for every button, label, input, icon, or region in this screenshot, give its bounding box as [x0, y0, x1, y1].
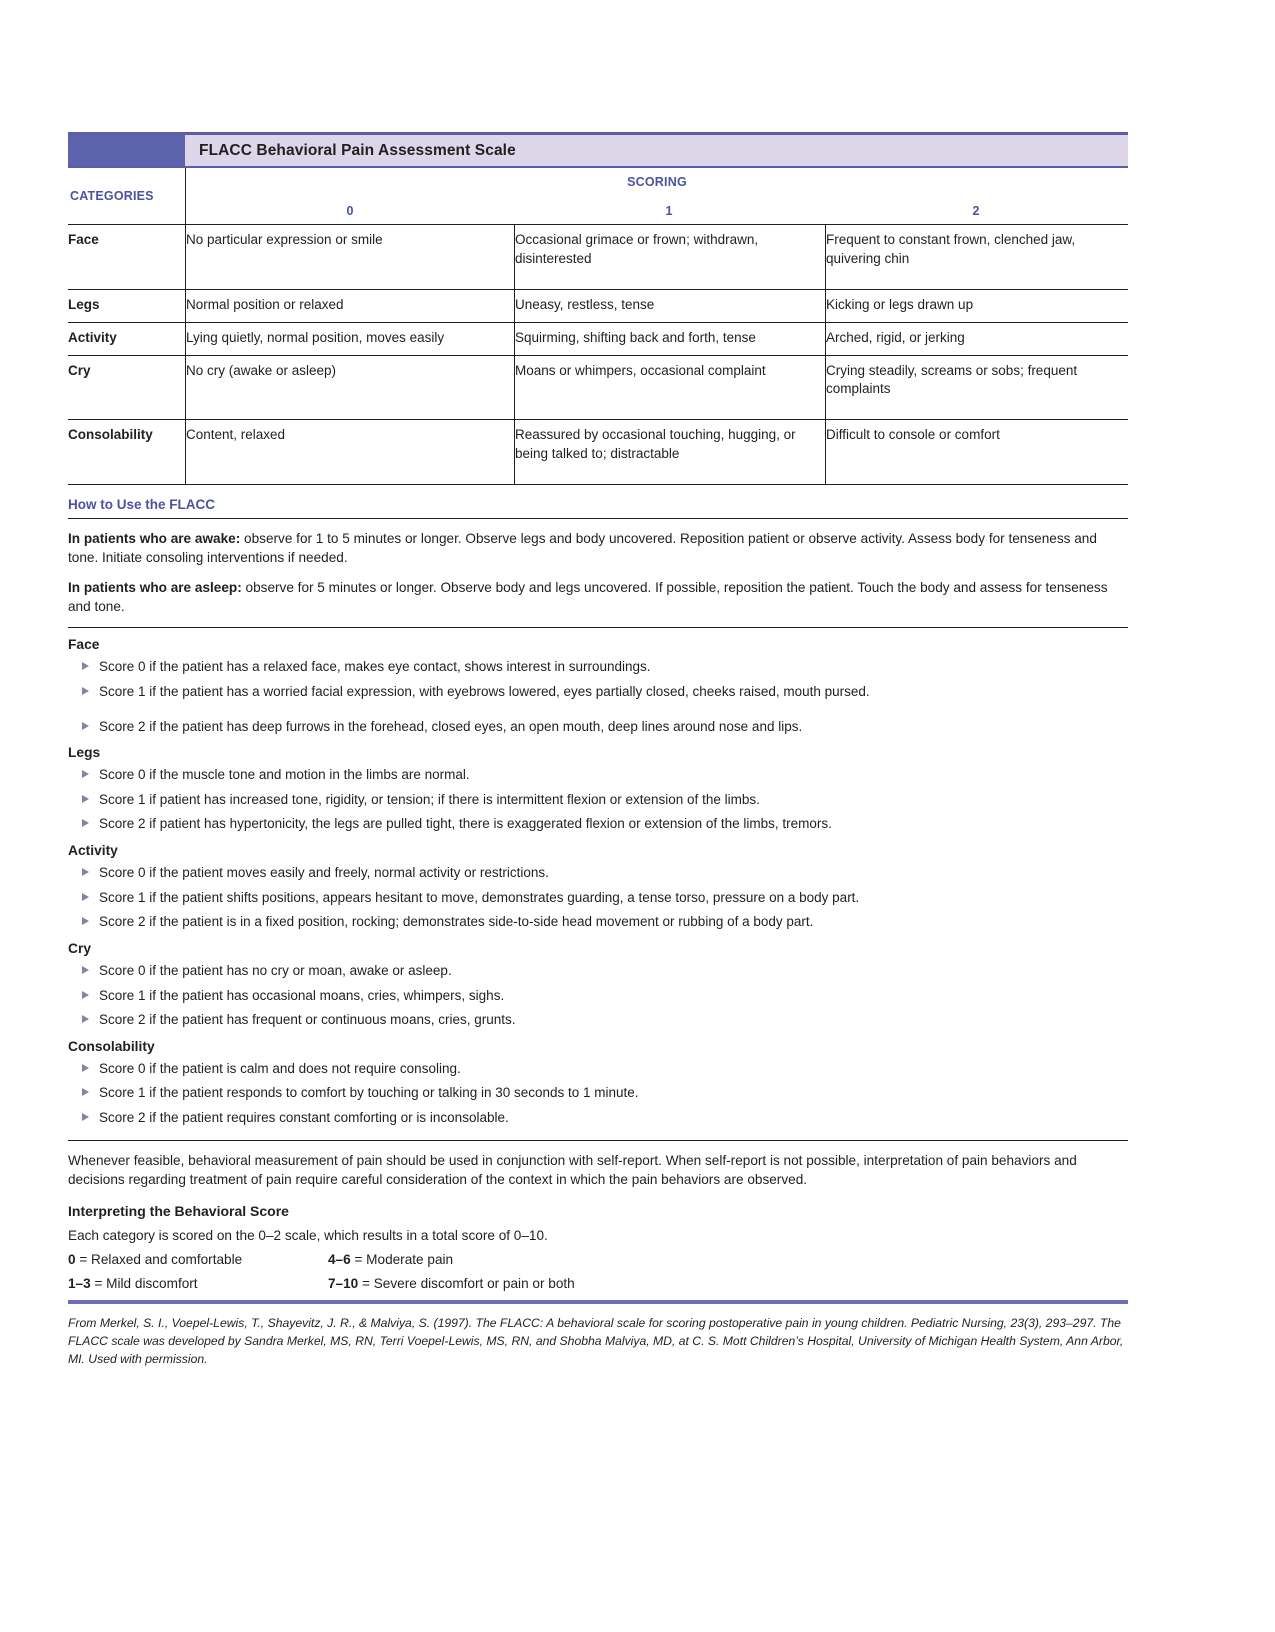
table-title-bar: [68, 135, 1128, 166]
list-item: [68, 791, 1128, 810]
table-header-row: [68, 168, 1128, 224]
list-item: [68, 718, 1128, 737]
table-row: [68, 225, 1128, 290]
row-score-2: Kicking or legs drawn up: [826, 289, 1129, 322]
row-score-0: Lying quietly, normal position, moves easily: [186, 322, 515, 355]
triangle-bullet-icon: [82, 893, 89, 901]
legend-text: = Moderate pain: [350, 1251, 454, 1267]
row-category: Face: [68, 225, 186, 290]
row-score-2: Frequent to constant frown, clenched jaw, quivering chin: [826, 225, 1129, 290]
list-item: [68, 683, 1128, 702]
list-item: [68, 913, 1128, 932]
how-to-use-divider: [68, 518, 1128, 519]
table-row: [68, 289, 1128, 322]
guidance-heading-face: Face: [68, 637, 100, 653]
guidance-list-activity: [68, 864, 1128, 932]
list-item-text: Score 1 if the patient responds to comfort by touching or talking in 30 seconds to 1 minute.: [99, 1085, 639, 1101]
closing-divider: [68, 1140, 1128, 1141]
triangle-bullet-icon: [82, 991, 89, 999]
triangle-bullet-icon: [82, 917, 89, 925]
list-item: [68, 889, 1128, 908]
flacc-sheet: [68, 132, 1128, 1381]
triangle-bullet-icon: [82, 1064, 89, 1072]
guidance-list-consolability: [68, 1060, 1128, 1128]
scoring-header-cell: [185, 168, 1128, 224]
triangle-bullet-icon: [82, 687, 89, 695]
row-score-1: Occasional grimace or frown; withdrawn, disinterested: [515, 225, 826, 290]
triangle-bullet-icon: [82, 1088, 89, 1096]
how-to-use-heading: How to Use the FLACC: [68, 497, 215, 513]
table-row: [68, 420, 1128, 484]
legend-range: 1–3: [68, 1275, 91, 1291]
list-item-text: Score 1 if the patient has occasional moans, cries, whimpers, sighs.: [99, 987, 505, 1003]
guidance-heading-cry: Cry: [68, 940, 92, 956]
score-header-0: 0: [346, 204, 354, 218]
table-bottom-rule: [68, 484, 1128, 485]
list-item: [68, 1109, 1128, 1128]
interpreting-intro: Each category is scored on the 0–2 scale, which results in a total score of 0–10.: [68, 1227, 548, 1243]
legend-text: = Mild discomfort: [90, 1275, 198, 1291]
scoring-header-label: SCORING: [627, 175, 687, 189]
legend-text: = Relaxed and comfortable: [75, 1251, 243, 1267]
score-number-row: [186, 204, 1128, 218]
legend-range: 7–10: [328, 1275, 359, 1291]
row-score-2: Crying steadily, screams or sobs; frequent complaints: [826, 355, 1129, 420]
list-item: [68, 962, 1128, 981]
guidance-heading-consolability: Consolability: [68, 1038, 155, 1054]
legend-row: [68, 1252, 1128, 1267]
list-item: [68, 864, 1128, 883]
row-score-1: Squirming, shifting back and forth, tense: [515, 322, 826, 355]
categories-header-label: CATEGORIES: [70, 189, 154, 203]
closing-note: Whenever feasible, behavioral measurement of pain should be used in conjunction with self-report. When self-report is not possible, interpretation of pain behaviors and decisions regarding treatment of pain require careful consideration of the context in which the pain behaviors are observed.: [68, 1152, 1077, 1187]
row-score-1: Uneasy, restless, tense: [515, 289, 826, 322]
list-item-text: Score 2 if the patient has deep furrows in the forehead, closed eyes, an open mouth, deep lines around nose and lips.: [99, 718, 803, 734]
legend-text: = Severe discomfort or pain or both: [358, 1275, 575, 1291]
table-row: [68, 322, 1128, 355]
title-band: [185, 135, 1128, 166]
triangle-bullet-icon: [82, 966, 89, 974]
guidance-list-face: [68, 658, 1128, 736]
legend-range: 4–6: [328, 1251, 351, 1267]
list-item-text: Score 1 if the patient has a worried facial expression, with eyebrows lowered, eyes partially closed, cheeks raised, mouth pursed.: [99, 683, 870, 699]
asleep-text: observe for 5 minutes or longer. Observe body and legs uncovered. If possible, reposition the patient. Touch the body and assess for tenseness and tone.: [68, 579, 1108, 615]
guidance-heading-legs: Legs: [68, 745, 101, 761]
list-item-text: Score 0 if the muscle tone and motion in the limbs are normal.: [99, 767, 470, 783]
row-score-2: Difficult to console or comfort: [826, 420, 1129, 484]
score-header-2: 2: [972, 204, 980, 218]
row-category: Consolability: [68, 420, 186, 484]
list-item-text: Score 0 if the patient has no cry or moan, awake or asleep.: [99, 962, 452, 978]
bottom-rule: [68, 1300, 1128, 1304]
row-category: Cry: [68, 355, 186, 420]
flacc-scale-table: [68, 224, 1128, 484]
table-row: [68, 355, 1128, 420]
list-item-text: Score 2 if the patient requires constant comforting or is inconsolable.: [99, 1110, 509, 1126]
legend-item: [68, 1252, 328, 1267]
list-item-text: Score 2 if patient has hypertonicity, the legs are pulled tight, there is exaggerated flexion or extension of the limbs, tremors.: [99, 816, 832, 832]
categories-header-cell: [68, 168, 185, 224]
row-score-0: No cry (awake or asleep): [186, 355, 515, 420]
triangle-bullet-icon: [82, 662, 89, 670]
list-item: [68, 658, 1128, 677]
list-item: [68, 1011, 1128, 1030]
row-category: Activity: [68, 322, 186, 355]
list-item-text: Score 1 if patient has increased tone, rigidity, or tension; if there is intermittent flexion or extension of the limbs.: [99, 791, 760, 807]
triangle-bullet-icon: [82, 819, 89, 827]
guidance-top-divider: [68, 627, 1128, 628]
list-item: [68, 766, 1128, 785]
list-item-text: Score 0 if the patient has a relaxed face, makes eye contact, shows interest in surroundings.: [99, 659, 651, 675]
row-score-2: Arched, rigid, or jerking: [826, 322, 1129, 355]
triangle-bullet-icon: [82, 1113, 89, 1121]
list-item: [68, 987, 1128, 1006]
triangle-bullet-icon: [82, 722, 89, 730]
list-item-text: Score 2 if the patient is in a fixed position, rocking; demonstrates side-to-side head movement or rubbing of a body part.: [99, 914, 814, 930]
legend-item: [328, 1252, 588, 1267]
awake-instructions: [68, 529, 1128, 568]
legend-item: [68, 1276, 328, 1291]
triangle-bullet-icon: [82, 1015, 89, 1023]
page-title: FLACC Behavioral Pain Assessment Scale: [199, 141, 516, 159]
awake-text: observe for 1 to 5 minutes or longer. Observe legs and body uncovered. Reposition patient or observe activity. Assess body for tenseness and tone. Initiate consoling interventions if needed.: [68, 531, 1097, 566]
list-item: [68, 1084, 1128, 1103]
guidance-heading-activity: Activity: [68, 843, 118, 859]
score-header-1: 1: [665, 204, 673, 218]
list-item: [68, 815, 1128, 834]
title-color-swatch: [68, 135, 185, 166]
source-credit: From Merkel, S. I., Voepel-Lewis, T., Shayevitz, J. R., & Malviya, S. (1997). The FLACC: A behavioral scale for scoring postoperative pain in young children. Pediatric Nursing, 23(3), 293–297. The FLACC scale was developed by Sandra Merkel, MS, RN, Terri Voepel-Lewis, MS, RN, and Shobha Malviya, MD, at C. S. Mott Children’s Hospital, University of Michigan Health System, Ann Arbor, MI. Used with permission.: [68, 1315, 1124, 1367]
list-item-text: Score 1 if the patient shifts positions, appears hesitant to move, demonstrates guarding, a tense torso, pressure on a body part.: [99, 889, 860, 905]
interpreting-heading: Interpreting the Behavioral Score: [68, 1202, 289, 1219]
legend-item: [328, 1276, 588, 1291]
triangle-bullet-icon: [82, 770, 89, 778]
list-item: [68, 1060, 1128, 1079]
triangle-bullet-icon: [82, 795, 89, 803]
legend-row: [68, 1276, 1128, 1291]
row-score-1: Moans or whimpers, occasional complaint: [515, 355, 826, 420]
guidance-list-legs: [68, 766, 1128, 834]
triangle-bullet-icon: [82, 868, 89, 876]
list-item-text: Score 0 if the patient moves easily and freely, normal activity or restrictions.: [99, 865, 549, 881]
awake-label: In patients who are awake:: [68, 531, 241, 547]
asleep-instructions: [68, 578, 1128, 617]
legend-range: 0: [68, 1251, 76, 1267]
score-legend: [68, 1252, 1128, 1291]
row-score-0: No particular expression or smile: [186, 225, 515, 290]
list-item-text: Score 2 if the patient has frequent or continuous moans, cries, grunts.: [99, 1012, 516, 1028]
row-category: Legs: [68, 289, 186, 322]
row-score-0: Content, relaxed: [186, 420, 515, 484]
row-score-0: Normal position or relaxed: [186, 289, 515, 322]
guidance-list-cry: [68, 962, 1128, 1030]
asleep-label: In patients who are asleep:: [68, 579, 242, 595]
row-score-1: Reassured by occasional touching, hugging, or being talked to; distractable: [515, 420, 826, 484]
list-item-text: Score 0 if the patient is calm and does not require consoling.: [99, 1060, 461, 1076]
